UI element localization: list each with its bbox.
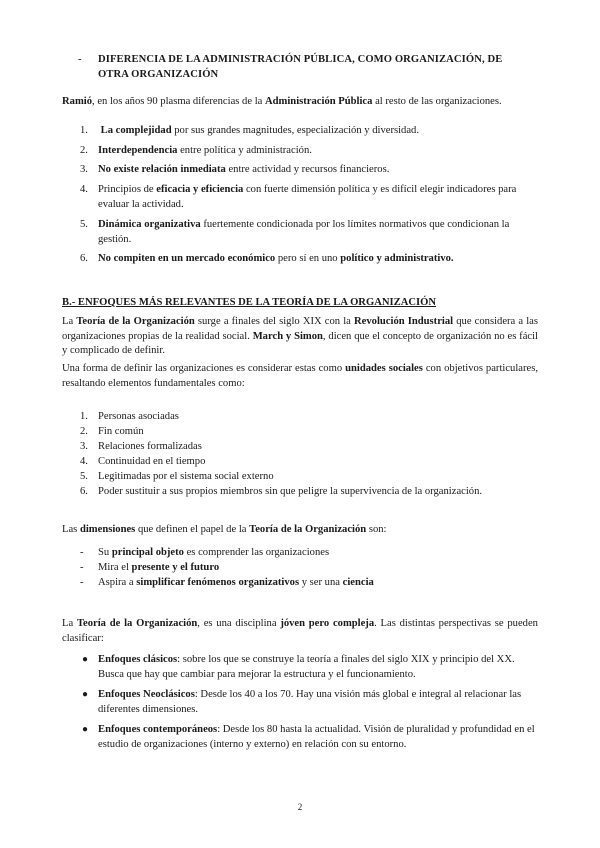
list-number: 5. (80, 471, 88, 482)
item-text: : sobre los que se construye la teoría a finales del siglo XIX y principio del XX. Busca que hay que cambiar para mejorar la estructura y el funcionamiento. (98, 654, 515, 680)
para-bold: jóven pero compleja (280, 618, 375, 629)
bullet-icon: ● (82, 724, 89, 735)
list-number: 1. (80, 125, 88, 136)
section-a-title-line1: DIFERENCIA DE LA ADMINISTRACIÓN PÚBLICA, COMO ORGANIZACIÓN, DE (98, 54, 503, 65)
para-text: Una forma de definir las organizaciones es considerar estas como (62, 363, 346, 374)
para-bold: Teoría de la Organización (76, 618, 198, 629)
list-number: 3. (80, 441, 88, 452)
diff-list-item (62, 252, 538, 267)
item-bold: principal objeto (111, 547, 184, 558)
list-number: 5. (80, 219, 88, 230)
list-number: 2. (80, 145, 88, 156)
list-number: 4. (80, 456, 88, 467)
para-text: , es una disciplina (197, 618, 281, 629)
section-a-title-line2: OTRA ORGANIZACIÓN (98, 68, 219, 80)
para-bold: dimensiones (79, 524, 136, 535)
item-text: Su (98, 547, 112, 558)
para-text: son: (366, 524, 387, 535)
item-text: pero sí en uno (275, 253, 341, 264)
ramio-bold: Ramió (62, 96, 93, 107)
para-text: La (62, 618, 77, 629)
diff-list-item (62, 144, 538, 159)
item-bold: La complejidad (100, 125, 172, 136)
item-text: Personas asociadas (98, 411, 179, 422)
para-text: que considera a las organizaciones propias de la realidad social. (62, 316, 538, 342)
para-bold: March y Simon (252, 330, 323, 342)
item-bold: Interdependencia (98, 145, 178, 156)
elements-list-item (62, 455, 538, 470)
item-text: : Desde los 80 hasta la actualidad. Visión de pluralidad y profundidad en el estudio de organizaciones (interno y externo) en relación con su entorno. (98, 724, 535, 750)
elements-list-item (62, 425, 538, 440)
dimension-list-item (62, 576, 538, 591)
item-bold: Enfoques Neoclásicos (98, 689, 195, 700)
item-bold: presente y el futuro (131, 562, 220, 573)
disciplina-paragraph (62, 617, 538, 646)
para-text: con objetivos particulares, resaltando elementos fundamentales como: (62, 363, 538, 389)
elements-list-item (62, 470, 538, 485)
para-bold: unidades sociales (345, 363, 423, 374)
list-number: 1. (80, 411, 88, 422)
item-bold: No existe relación inmediata (98, 164, 226, 175)
item-bold: eficacia y eficiencia (156, 184, 244, 195)
heading-dash: - (78, 54, 82, 65)
diff-list-item (62, 163, 538, 178)
item-text: entre política y administración. (177, 145, 312, 156)
ramio-bold-2: Administración Pública (265, 96, 373, 107)
section-a-title (62, 53, 538, 82)
list-number: 2. (80, 426, 88, 437)
item-text: Fin común (98, 426, 144, 437)
para-text: surge a finales del siglo XIX con la (194, 316, 355, 327)
item-text: : Desde los 40 a los 70. Hay una visión más global e integral al relacionar las diferentes dimensiones. (98, 689, 522, 715)
item-text: con fuerte dimensión política y es difícil elegir indicadores para evaluar la actividad. (98, 184, 517, 210)
dash-marker: - (80, 547, 84, 558)
page-number: 2 (297, 802, 303, 812)
item-text: es comprender las organizaciones (183, 547, 330, 558)
enfoque-list-item (62, 723, 538, 752)
bullet-icon: ● (82, 689, 89, 700)
item-text: Mira el (98, 562, 132, 573)
section-b-title: B.- ENFOQUES MÁS RELEVANTES DE LA TEORÍA DE LA ORGANIZACIÓN (62, 297, 437, 308)
elements-list-item (62, 410, 538, 425)
para-text: . Las distintas perspectivas se pueden clasificar: (62, 618, 538, 644)
para-text: La (62, 316, 77, 327)
item-text: Legitimadas por el sistema social externo (98, 471, 274, 482)
enfoque-list-item (62, 653, 538, 682)
para-text: Las (62, 524, 80, 535)
list-number: 3. (80, 164, 88, 175)
item-bold: Enfoques clásicos (98, 654, 178, 665)
item-text: Poder sustituir a sus propios miembros sin que peligre la supervivencia de la organización. (98, 486, 483, 497)
list-number: 4. (80, 184, 88, 195)
item-bold: simplificar fenómenos organizativos (136, 577, 300, 588)
para-bold: Revolución Industrial (354, 316, 454, 327)
dimensiones-paragraph (62, 523, 538, 538)
diff-list-item (62, 124, 538, 139)
item-text: fuertemente condicionada por los límites normativos que condicionan la gestión. (98, 219, 510, 245)
forma-paragraph (62, 362, 538, 391)
ramio-text-2: al resto de las organizaciones. (372, 96, 502, 107)
para-bold: Teoría de la Organización (249, 524, 367, 535)
item-text: Continuidad en el tiempo (98, 456, 206, 467)
para-bold: Teoría de la Organización (76, 316, 195, 327)
diff-list-item (62, 183, 538, 212)
teoria-paragraph (62, 315, 538, 359)
item-bold: político y administrativo. (340, 253, 454, 264)
elements-list-item (62, 485, 538, 500)
list-number: 6. (80, 253, 88, 264)
item-bold: Dinámica organizativa (98, 219, 201, 230)
dash-marker: - (80, 577, 84, 588)
para-text: , dicen que el concepto de organización no es fácil y complicado de definir. (62, 330, 538, 356)
item-bold: ciencia (342, 577, 374, 588)
dash-marker: - (80, 562, 84, 573)
para-text: que definen el papel de la (135, 524, 250, 535)
ramio-paragraph (62, 95, 538, 110)
diff-list-item (62, 218, 538, 247)
item-text: Principios de (98, 184, 157, 195)
item-text: por sus grandes magnitudes, especialización y diversidad. (171, 125, 420, 136)
list-number: 6. (80, 486, 88, 497)
enfoque-list-item (62, 688, 538, 717)
dimension-list-item (62, 546, 538, 561)
bullet-icon: ● (82, 654, 89, 665)
item-bold: No compiten en un mercado económico (98, 253, 276, 264)
ramio-text-1: , en los años 90 plasma diferencias de la (92, 96, 265, 107)
item-text: entre actividad y recursos financieros. (225, 164, 390, 175)
item-text: y ser una (299, 577, 343, 588)
item-text: Aspira a (98, 577, 137, 588)
item-bold: Enfoques contemporáneos (98, 724, 218, 735)
dimension-list-item (62, 561, 538, 576)
elements-list-item (62, 440, 538, 455)
item-text: Relaciones formalizadas (98, 441, 202, 452)
